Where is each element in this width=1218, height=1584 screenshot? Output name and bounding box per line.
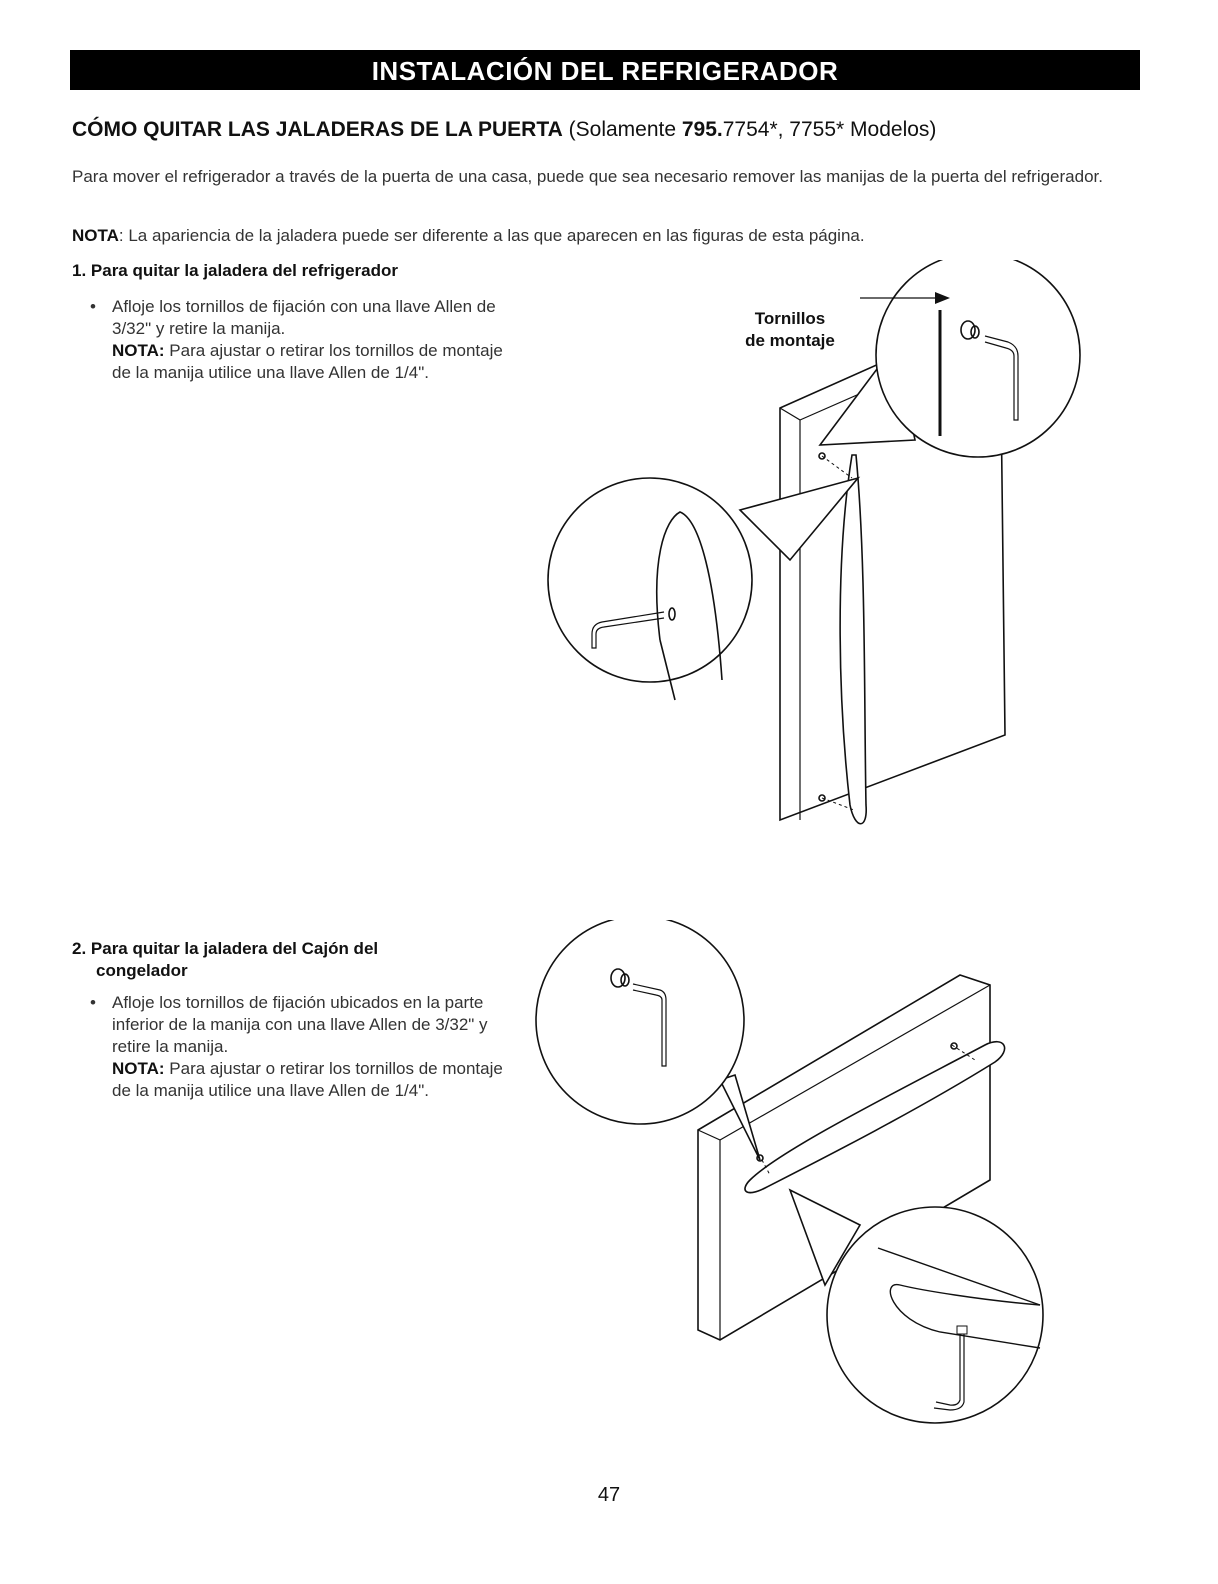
section-title bbox=[72, 118, 936, 142]
step1-title: 1. Para quitar la jaladera del refrigerador bbox=[72, 261, 398, 280]
mounting-screws-label bbox=[700, 308, 880, 352]
nota-label: NOTA bbox=[72, 226, 119, 245]
section-title-pre: (Solamente bbox=[568, 118, 682, 141]
step2-note-label: NOTA: bbox=[112, 1059, 165, 1078]
section-title-bold: CÓMO QUITAR LAS JALADERAS DE LA PUERTA bbox=[72, 118, 563, 141]
step2-title bbox=[72, 938, 492, 982]
intro-paragraph: Para mover el refrigerador a través de la puerta de una casa, puede que sea necesario remover las manijas de la puerta del refrigerador. bbox=[72, 167, 1103, 186]
step2-note-text: Para ajustar o retirar los tornillos de montaje de la manija utilice una llave Allen de 1/4". bbox=[112, 1059, 503, 1100]
page-banner: INSTALACIÓN DEL REFRIGERADOR bbox=[70, 50, 1140, 90]
step2-bullet-text: Afloje los tornillos de fijación ubicados en la parte inferior de la manija con una llave Allen de 3/32" y retire la manija. bbox=[112, 993, 488, 1056]
bullet-dot: • bbox=[90, 993, 96, 1012]
label-line2: de montaje bbox=[745, 331, 835, 350]
label-line1: Tornillos bbox=[754, 309, 826, 328]
zoom-circle-top bbox=[820, 260, 1080, 457]
step1-bullet-text: Afloje los tornillos de fijación con una llave Allen de 3/32" y retire la manija. bbox=[112, 297, 496, 338]
step2-title-line1: 2. Para quitar la jaladera del Cajón del bbox=[72, 939, 379, 958]
nota-text: : La apariencia de la jaladera puede ser diferente a las que aparecen en las figuras de esta página. bbox=[118, 226, 865, 245]
nota-paragraph bbox=[72, 226, 1132, 246]
step1-bullet bbox=[90, 296, 510, 384]
step2-bullet bbox=[90, 992, 510, 1102]
section-title-model: 795. bbox=[681, 118, 723, 141]
zoom-circle-bottom-right bbox=[790, 1190, 1043, 1423]
step2-title-line2: congelador bbox=[96, 961, 188, 980]
section-title-post: 7754*, 7755* Modelos) bbox=[722, 118, 937, 141]
step1-note-text: Para ajustar o retirar los tornillos de montaje de la manija utilice una llave Allen de 1/4". bbox=[112, 341, 503, 382]
figure-freezer-drawer bbox=[530, 920, 1090, 1440]
bullet-dot: • bbox=[90, 297, 96, 316]
step1-note-label: NOTA: bbox=[112, 341, 165, 360]
page-number: 47 bbox=[597, 1484, 621, 1506]
